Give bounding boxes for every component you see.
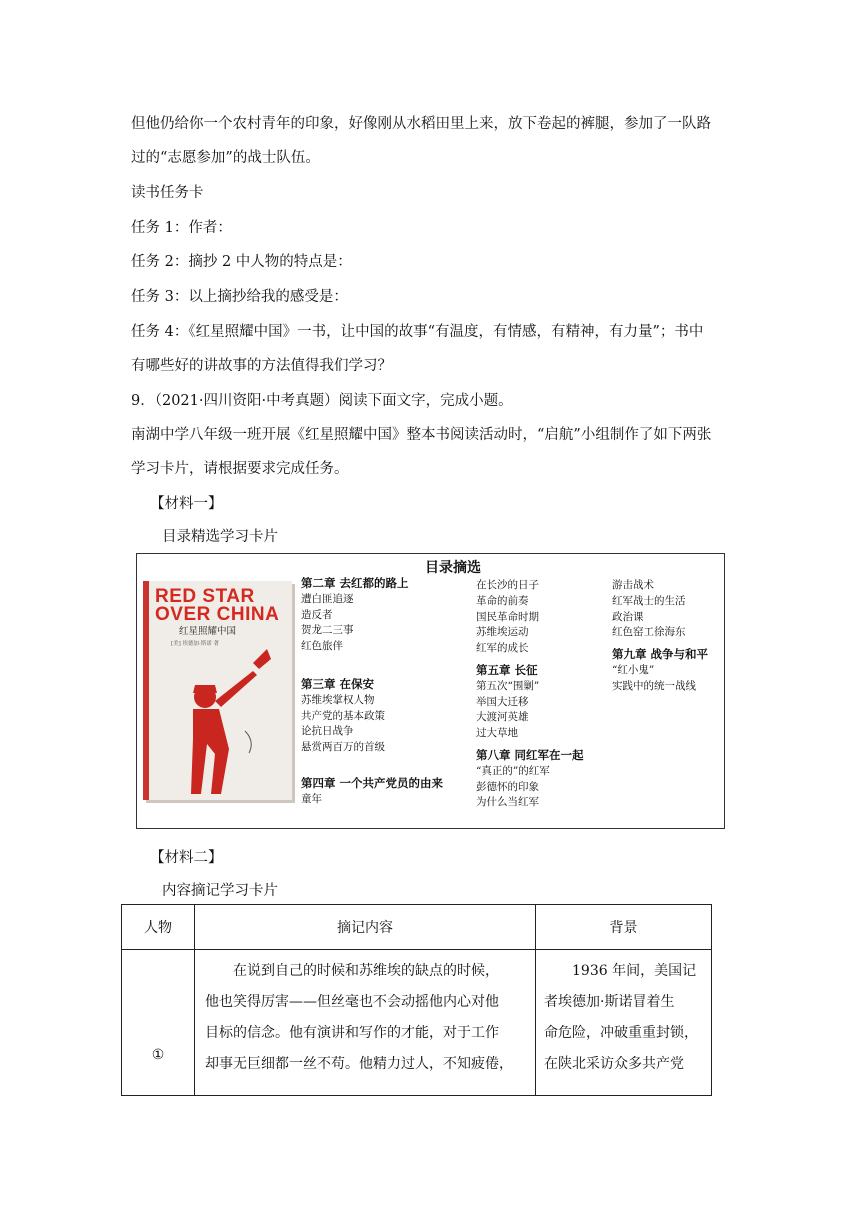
- toc-item: 过大草地: [476, 727, 518, 740]
- book-title-en-2: OVER CHINA: [155, 604, 280, 625]
- toc-item: 游击战术: [612, 579, 654, 591]
- header-excerpt: 摘记内容: [195, 905, 536, 950]
- background-cell: [536, 950, 712, 1096]
- toc-item: 造反者: [301, 608, 333, 621]
- question-intro-cont: 学习卡片，请根据要求完成任务。: [131, 461, 349, 477]
- excerpt-line: 他也笑得厉害——但丝毫也不会动摇他内心对他: [205, 994, 499, 1010]
- toc-item: 为什么当红军: [476, 796, 539, 809]
- background-line: 者埃德加·斯诺冒着生: [544, 994, 675, 1010]
- book-title-en-1: RED STAR: [155, 586, 255, 607]
- book-title-cn: 红星照耀中国: [179, 626, 237, 637]
- background-line: 1936 年间，美国记: [572, 963, 697, 979]
- toc-item: 童年: [301, 792, 322, 805]
- toc-item: 政治课: [612, 610, 644, 623]
- toc-item: 大渡河英雄: [476, 711, 529, 724]
- toc-item: 红军战士的生活: [612, 594, 686, 607]
- excerpt-line: 在说到自己的时候和苏维埃的缺点的时候，: [233, 963, 499, 979]
- task-4-cont: 有哪些好的讲故事的方法值得我们学习？: [131, 358, 392, 374]
- task-1: 任务 1：作者：: [131, 220, 232, 236]
- question-intro: 南湖中学八年级一班开展《红星照耀中国》整本书阅读活动时，“启航”小组制作了如下两张: [131, 427, 712, 443]
- task-3: 任务 3：以上摘抄给我的感受是：: [131, 289, 348, 305]
- book-cover-image: [143, 581, 292, 800]
- toc-item: 革命的前奏: [476, 594, 529, 607]
- chapter-9-title: 第九章 战争与和平: [612, 647, 709, 662]
- toc-item: “红小鬼”: [612, 663, 655, 676]
- toc-item: 国民革命时期: [476, 610, 539, 623]
- toc-item: 红色窑工徐海东: [612, 626, 686, 639]
- toc-item: 悬赏两百万的首级: [301, 741, 385, 754]
- toc-title: 目录摘选: [425, 560, 481, 576]
- toc-item: “真正的”的红军: [476, 764, 550, 777]
- background-line: 命危险，冲破重重封锁，: [544, 1025, 698, 1041]
- book-author: [美] 埃德加·斯诺 著: [171, 641, 220, 647]
- header-background: 背景: [536, 905, 712, 950]
- task-card-title: 读书任务卡: [131, 185, 204, 201]
- toc-item: 实践中的统一战线: [612, 679, 696, 692]
- row-marker: ①: [151, 1046, 165, 1063]
- excerpt-line: 目标的信念。他有演讲和写作的才能，对于工作: [205, 1025, 499, 1041]
- task-2: 任务 2：摘抄 2 中人物的特点是：: [131, 254, 352, 270]
- table-header-row: [122, 905, 712, 950]
- toc-column-3: [612, 578, 708, 695]
- excerpt-cell: [195, 950, 536, 1096]
- toc-item: 苏维埃掌权人物: [301, 693, 375, 706]
- toc-item: 彭德怀的印象: [476, 780, 539, 793]
- chapter-2-title: 第二章 去红都的路上: [301, 576, 409, 590]
- material-2-caption: 内容摘记学习卡片: [162, 883, 278, 899]
- toc-item: 红色旅伴: [301, 640, 343, 653]
- toc-column-1: [301, 576, 443, 808]
- task-4: 任务 4：《红星照耀中国》一书，让中国的故事“有温度，有情感，有精神，有力量”；书中: [131, 324, 704, 340]
- table-row: [122, 950, 712, 1096]
- toc-item: 贺龙二三事: [301, 624, 354, 637]
- toc-card: [136, 553, 725, 829]
- passage-line: 过的“志愿参加”的战士队伍。: [131, 150, 320, 166]
- chapter-5-title: 第五章 长征: [476, 662, 538, 677]
- background-line: 在陕北采访众多共产党: [544, 1056, 684, 1072]
- toc-item: 红军的成长: [476, 642, 529, 655]
- toc-item: 第五次“围剿”: [476, 679, 540, 692]
- excerpt-line: 却事无巨细都一丝不苟。他精力过人，不知疲倦，: [205, 1056, 513, 1072]
- material-2-label: 【材料二】: [150, 850, 223, 866]
- toc-item: 在长沙的日子: [476, 579, 539, 591]
- material-1-label: 【材料一】: [150, 496, 223, 512]
- passage-line: 但他仍给你一个农村青年的印象，好像刚从水稻田里上来，放下卷起的裤腿，参加了一队路: [131, 116, 711, 132]
- toc-item: 举国大迁移: [476, 695, 529, 708]
- toc-item: 论抗日战争: [301, 725, 354, 738]
- toc-item: 苏维埃运动: [476, 626, 529, 639]
- chapter-8-title: 第八章 同红军在一起: [476, 747, 584, 762]
- toc-item: 共产党的基本政策: [301, 709, 385, 722]
- excerpt-table: [121, 904, 712, 1096]
- toc-column-2: [476, 578, 584, 811]
- toc-item: 遭白匪追逐: [301, 592, 354, 605]
- chapter-3-title: 第三章 在保安: [301, 676, 375, 691]
- question-heading: 9．（2021·四川资阳·中考真题）阅读下面文字，完成小题。: [131, 393, 513, 409]
- header-person: 人物: [122, 905, 195, 950]
- material-1-caption: 目录精选学习卡片: [162, 529, 278, 545]
- chapter-4-title: 第四章 一个共产党员的由来: [301, 775, 444, 790]
